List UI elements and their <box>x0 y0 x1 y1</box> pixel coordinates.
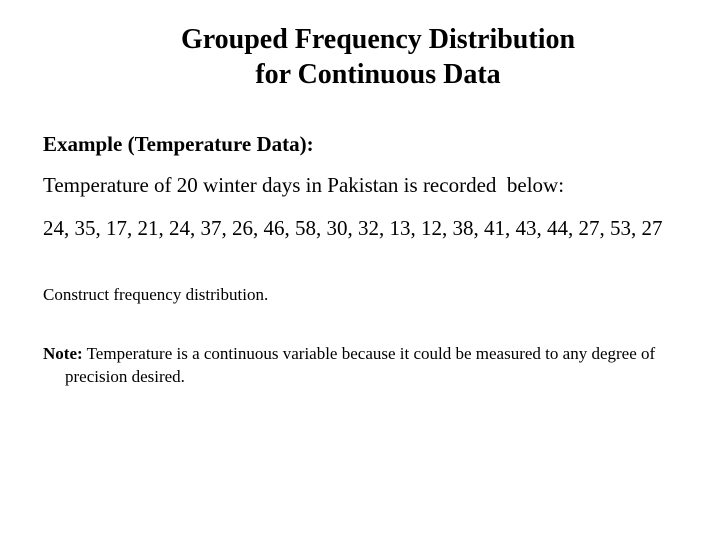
note-label: Note: <box>43 344 83 363</box>
example-heading: Example (Temperature Data): <box>43 132 314 156</box>
slide-title <box>0 22 720 92</box>
title-line-2: for Continuous Data <box>255 59 501 90</box>
instruction-text: Construct frequency distribution. <box>43 285 269 304</box>
title-line-1: Grouped Frequency Distribution <box>180 24 576 55</box>
note-paragraph <box>43 342 695 388</box>
intro-text: Temperature of 20 winter days in Pakistan is recorded below: <box>43 173 565 197</box>
note-text: Temperature is a continuous variable because it could be measured to any degree of precision desired. <box>65 344 656 386</box>
temperature-values: 24, 35, 17, 21, 24, 37, 26, 46, 58, 30, 32, 13, 12, 38, 41, 43, 44, 27, 53, 27 <box>43 216 663 240</box>
